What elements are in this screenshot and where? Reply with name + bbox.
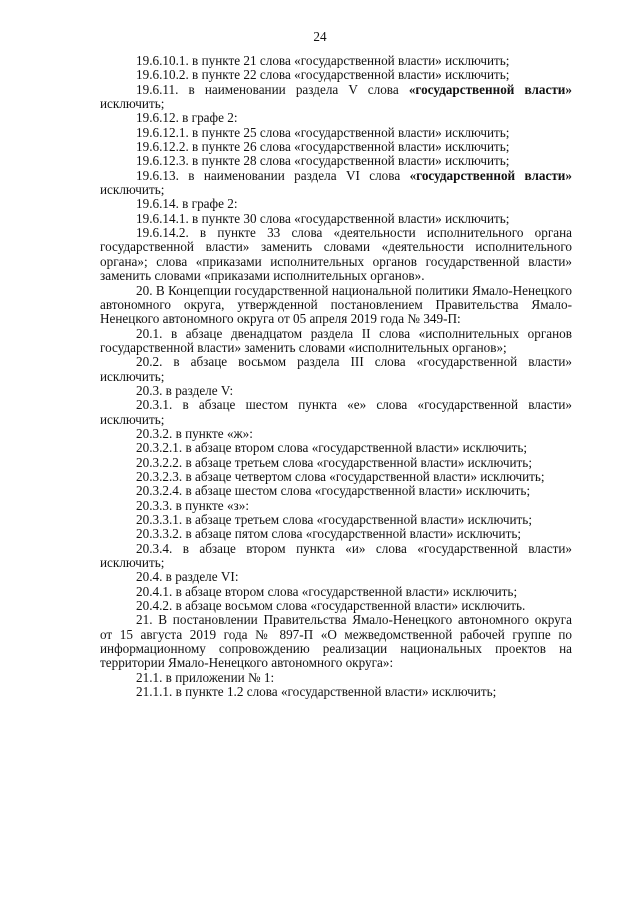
paragraph-19-6-12: 19.6.12. в графе 2: [136,110,238,126]
paragraph-19-6-11-tail: исключить; [100,96,165,112]
paragraph-20-3-1: 20.3.1. в абзаце шестом пункта «е» слова «государственной власти» исключить; [100,397,572,427]
paragraph-20: 20. В Концепции государственной национальной политики Ямало-Ненецкого автономного округа, утвержденной постановлением Правительства Ямало-Ненецкого автономного округа от 05 апреля 2019 года № 349-П: [100,282,572,327]
paragraph-19-6-14-2: 19.6.14.2. в пункте 33 слова «деятельности исполнительного органа государственной власти» заменить словами «деятельности исполнительного органа»; слова «приказами исполнительных органов государственной власти» заменить словами «приказами исполнительных органов». [100,225,572,284]
paragraph-19-6-12-1: 19.6.12.1. в пункте 25 слова «государственной власти» исключить; [136,124,510,140]
document-body [100,54,572,699]
paragraph-20-3-3-1: 20.3.3.1. в абзаце третьем слова «государственной власти» исключить; [136,512,532,527]
paragraph-21: 21. В постановлении Правительства Ямало-Ненецкого автономного округа от 15 августа 2019 года № 897-П «О межведомственной рабочей группе по информационному сопровождению реализации национальных проектов на территории Ямало-Ненецкого автономного округа»: [100,612,572,671]
paragraph-20-4-1: 20.4.1. в абзаце втором слова «государственной власти» исключить; [136,583,518,599]
paragraph-19-6-12-2: 19.6.12.2. в пункте 26 слова «государственной власти» исключить; [136,139,510,155]
paragraph-19-6-14-1: 19.6.14.1. в пункте 30 слова «государственной власти» исключить; [136,210,510,226]
paragraph-21-1: 21.1. в приложении № 1: [136,669,275,685]
paragraph-20-3-4: 20.3.4. в абзаце втором пункта «и» слова «государственной власти» исключить; [100,540,572,571]
paragraph-19-6-12-3: 19.6.12.3. в пункте 28 слова «государственной власти» исключить; [136,153,510,169]
paragraph-20-3-2-1: 20.3.2.1. в абзаце втором слова «государственной власти» исключить; [136,440,528,456]
paragraph-19-6-13 [100,169,572,198]
paragraph-20-3-2-4: 20.3.2.4. в абзаце шестом слова «государственной власти» исключить; [136,483,531,499]
paragraph-19-6-13-bold-phrase: «государственной власти» [409,167,572,183]
paragraph-20-3-3: 20.3.3. в пункте «з»: [136,497,250,513]
paragraph-20-3-2-2: 20.3.2.2. в абзаце третьем слова «государственной власти» исключить; [136,454,532,470]
paragraph-19-6-11-lead: 19.6.11. в наименовании раздела V слова [136,81,409,97]
paragraph-20-3-2-3: 20.3.2.3. в абзаце четвертом слова «государственной власти» исключить; [136,468,545,484]
paragraph-20-3: 20.3. в разделе V: [136,382,234,398]
paragraph-20-3-3-2: 20.3.3.2. в абзаце пятом слова «государственной власти» исключить; [136,526,522,542]
paragraph-19-6-11-bold-phrase: «государственной власти» [408,81,572,97]
paragraph-20-1: 20.1. в абзаце двенадцатом раздела II слова «исполнительных органов государственной власти» заменить словами «исполнительных органов»; [100,325,572,355]
page-number: 24 [313,29,327,44]
paragraph-20-4: 20.4. в разделе VI: [136,569,239,585]
paragraph-19-6-14: 19.6.14. в графе 2: [136,196,238,212]
paragraph-19-6-11 [100,83,572,112]
paragraph-19-6-10-1: 19.6.10.1. в пункте 21 слова «государственной власти» исключить; [136,53,510,68]
paragraph-20-2: 20.2. в абзаце восьмом раздела III слова «государственной власти» исключить; [100,354,572,384]
paragraph-19-6-13-tail: исключить; [100,182,165,198]
paragraph-21-1-1: 21.1.1. в пункте 1.2 слова «государственной власти» исключить; [136,684,497,700]
paragraph-20-4-2: 20.4.2. в абзаце восьмом слова «государственной власти» исключить. [136,598,526,614]
paragraph-19-6-13-lead: 19.6.13. в наименовании раздела VI слова [136,167,410,183]
paragraph-20-3-2: 20.3.2. в пункте «ж»: [136,425,253,441]
paragraph-19-6-10-2: 19.6.10.2. в пункте 22 слова «государственной власти» исключить; [136,67,510,83]
